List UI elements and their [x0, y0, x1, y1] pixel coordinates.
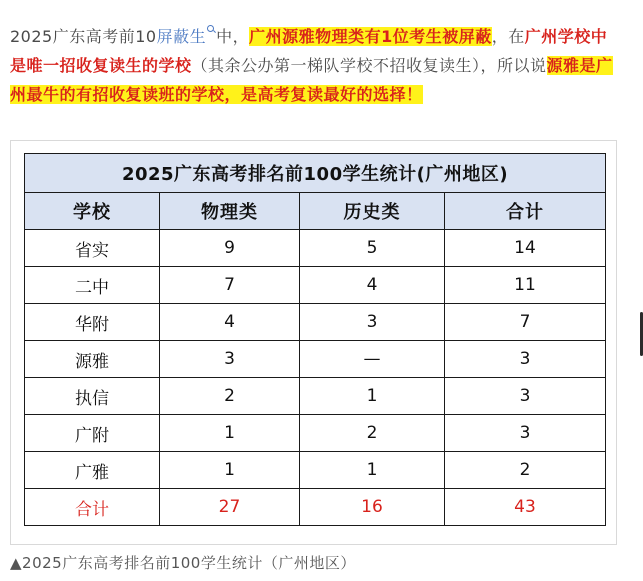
- cell-school: 二中: [25, 267, 160, 304]
- highlight-text-2: 源雅是广州最牛的有招收复读班的学校，是高考复读最好的选择！: [10, 56, 613, 104]
- table-total-row: [25, 489, 606, 526]
- total-history: 16: [300, 489, 445, 526]
- table-row: [25, 267, 606, 304]
- highlight-text-1: 广州源雅物理类有1位考生被屏蔽: [249, 27, 492, 46]
- intro-text-1: 2025广东高考前10: [10, 27, 157, 46]
- cell-history: —: [300, 341, 445, 378]
- header-physics: 物理类: [160, 193, 300, 230]
- table-row: [25, 378, 606, 415]
- total-label: 合计: [25, 489, 160, 526]
- cell-physics: 1: [160, 415, 300, 452]
- shielded-students-link[interactable]: 屏蔽生: [156, 27, 207, 46]
- cell-history: 3: [300, 304, 445, 341]
- cell-school: 广雅: [25, 452, 160, 489]
- cell-school: 华附: [25, 304, 160, 341]
- intro-text-3: ，在: [491, 27, 525, 46]
- cell-school: 省实: [25, 230, 160, 267]
- cell-school: 执信: [25, 378, 160, 415]
- intro-text-4: （其余公办第一梯队学校不招收复读生），所以说: [191, 56, 547, 75]
- cell-history: 2: [300, 415, 445, 452]
- cell-history: 1: [300, 452, 445, 489]
- cell-total: 14: [445, 230, 606, 267]
- cell-school: 广附: [25, 415, 160, 452]
- cell-total: 3: [445, 415, 606, 452]
- total-physics: 27: [160, 489, 300, 526]
- cell-total: 3: [445, 378, 606, 415]
- cell-physics: 9: [160, 230, 300, 267]
- table-row: [25, 415, 606, 452]
- table-row: [25, 452, 606, 489]
- intro-paragraph: [10, 22, 622, 109]
- cell-physics: 1: [160, 452, 300, 489]
- figure-caption: ▲2025广东高考排名前100学生统计（广州地区）: [10, 554, 356, 572]
- cell-school: 源雅: [25, 341, 160, 378]
- table-title: 2025广东高考排名前100学生统计(广州地区): [25, 154, 606, 193]
- table-row: [25, 304, 606, 341]
- cell-total: 11: [445, 267, 606, 304]
- table-header-row: [25, 193, 606, 230]
- table-row: [25, 341, 606, 378]
- cell-history: 5: [300, 230, 445, 267]
- cell-history: 4: [300, 267, 445, 304]
- table-row: [25, 230, 606, 267]
- header-history: 历史类: [300, 193, 445, 230]
- cell-physics: 7: [160, 267, 300, 304]
- red-emphasis-text: 广州学校中是唯一招收复读生的学校: [10, 27, 608, 75]
- table-figure: [10, 140, 617, 545]
- total-overall: 43: [445, 489, 606, 526]
- cell-total: 3: [445, 341, 606, 378]
- intro-text-2: 中，: [216, 27, 250, 46]
- header-school: 学校: [25, 193, 160, 230]
- cell-total: 2: [445, 452, 606, 489]
- cell-history: 1: [300, 378, 445, 415]
- cell-physics: 4: [160, 304, 300, 341]
- cell-physics: 3: [160, 341, 300, 378]
- stats-table: [24, 153, 606, 526]
- header-total: 合计: [445, 193, 606, 230]
- cell-total: 7: [445, 304, 606, 341]
- search-icon[interactable]: [207, 25, 216, 34]
- cell-physics: 2: [160, 378, 300, 415]
